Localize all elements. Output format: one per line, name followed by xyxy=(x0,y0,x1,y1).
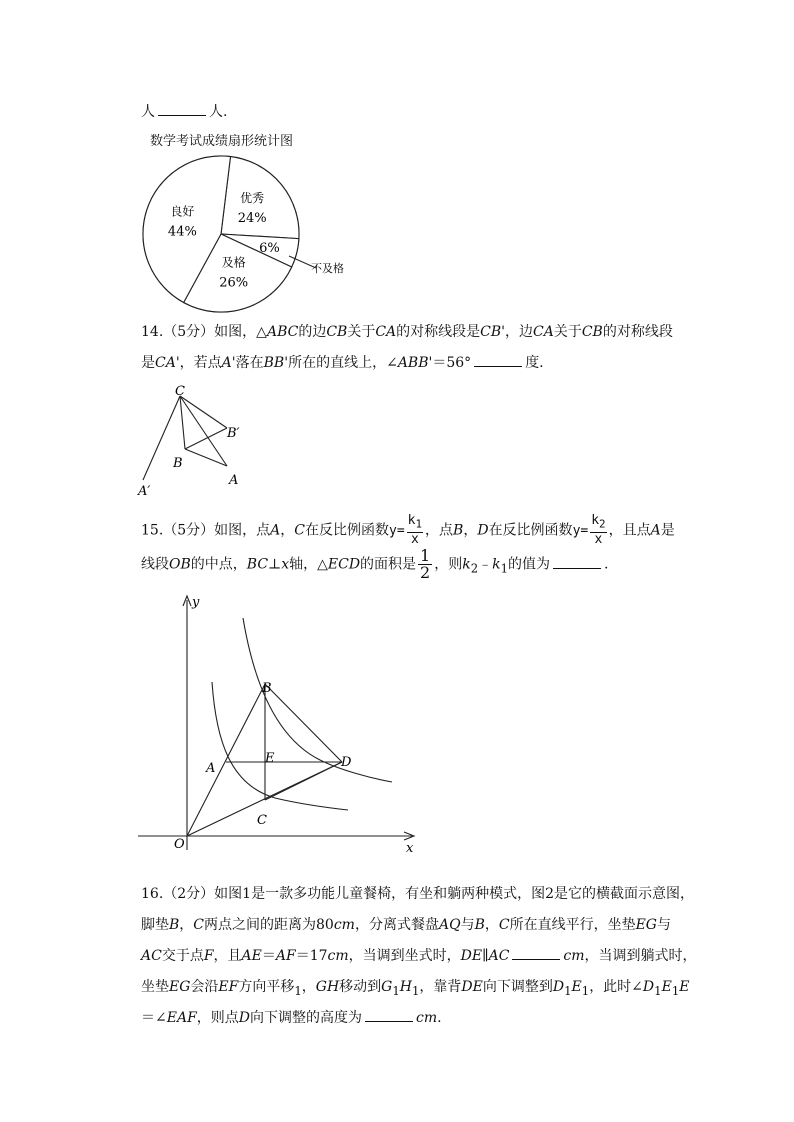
q14-text: 关于 xyxy=(347,324,376,340)
fraction-one-half xyxy=(418,548,432,581)
formula-y: y= xyxy=(572,523,589,539)
q16-italic: cm xyxy=(333,917,355,933)
q15-text: 线段 xyxy=(141,556,169,573)
q15-text: 的面积是 xyxy=(360,556,417,573)
subscript: 1 xyxy=(654,983,662,998)
q16-italic: EAF xyxy=(166,1010,197,1026)
q14-italic: CA xyxy=(375,324,397,340)
q16-italic: AF xyxy=(275,948,296,964)
q13-text: 人. xyxy=(209,104,228,120)
q16-italic: D xyxy=(238,1010,251,1026)
q16-italic: B xyxy=(474,917,485,933)
q16-text: ，且 xyxy=(213,948,242,964)
q15-text: 轴，△ xyxy=(289,556,328,573)
q14-figure xyxy=(130,382,260,502)
q15-text: ， xyxy=(280,522,295,539)
fraction-k2-over-x xyxy=(590,514,606,547)
answer-blank xyxy=(158,102,206,116)
frac-den: x xyxy=(594,531,603,547)
q16-italic: cm xyxy=(327,948,349,964)
segment-CB-prime xyxy=(180,396,227,428)
q16-text: ，分离式餐盘 xyxy=(354,917,439,933)
q16-text: ， xyxy=(179,917,194,933)
subscript: 1 xyxy=(392,983,400,998)
q14-text: ，若点 xyxy=(179,355,222,371)
q14-text: ，边 xyxy=(505,324,534,340)
q15-italic: D xyxy=(477,522,489,539)
q16-italic: G xyxy=(381,979,393,995)
q14-text: 是 xyxy=(141,355,155,371)
q14-text: 度. xyxy=(525,355,544,371)
q15-italic: A xyxy=(650,522,661,539)
label-B-prime: B′ xyxy=(227,426,240,441)
q15-italic: C xyxy=(294,522,306,539)
label-D: D xyxy=(341,755,352,770)
q14-text: ＝56° xyxy=(432,355,472,371)
formula-y: y= xyxy=(389,523,405,539)
q16-italic: D xyxy=(552,979,565,995)
q13-tail-line xyxy=(141,102,227,122)
q16-italic: C xyxy=(193,917,205,933)
q15-text: 15.（5分）如图，点 xyxy=(141,522,271,539)
q16-italic: EF xyxy=(218,979,239,995)
q16-italic: H xyxy=(399,979,412,995)
q14-text: 关于 xyxy=(553,324,582,340)
q16-text: 交于点 xyxy=(161,948,204,964)
q16-text: ， xyxy=(484,917,499,933)
pie-slice-value: 6% xyxy=(259,240,280,256)
answer-blank xyxy=(365,1008,413,1022)
q15-italic: ECD xyxy=(327,556,361,573)
q16-text: 与 xyxy=(656,917,671,933)
q16-text: ，当调到躺式时， xyxy=(584,948,697,964)
label-C: C xyxy=(175,384,185,399)
q14-text: 落在 xyxy=(235,355,264,371)
label-x: x xyxy=(406,841,414,856)
q16-text: 坐垫 xyxy=(141,979,169,995)
q14-italic: ABB' xyxy=(397,355,433,371)
q15-text: ，点 xyxy=(425,522,454,539)
q14-italic: CB xyxy=(581,324,603,340)
q16-italic: DE xyxy=(460,948,483,964)
q14-italic: CB' xyxy=(480,324,506,340)
q14-italic: ABC xyxy=(266,324,299,340)
label-C: C xyxy=(257,813,267,828)
q16-text: ， xyxy=(301,979,316,995)
fraction-k1-over-x xyxy=(407,514,423,547)
answer-blank xyxy=(474,353,522,367)
q16-text: 移动到 xyxy=(339,979,382,995)
q16-text: 所在直线平行，坐垫 xyxy=(509,917,636,933)
q15-text: 在反比例函数 xyxy=(305,522,390,539)
q16-italic: E xyxy=(661,979,672,995)
q14-text: 的边 xyxy=(298,324,327,340)
q15-italic: k xyxy=(492,556,501,573)
q16-line2 xyxy=(141,915,671,935)
segment-CD xyxy=(265,762,342,800)
q16-italic: EG xyxy=(635,917,657,933)
subscript: 1 xyxy=(500,561,509,576)
label-A: A xyxy=(229,473,239,488)
answer-blank xyxy=(553,555,601,569)
q14-text: 所在的直线上，∠ xyxy=(288,355,398,371)
label-B: B xyxy=(173,456,183,471)
subscript: 1 xyxy=(564,983,572,998)
q16-text: ，靠背 xyxy=(419,979,462,995)
pie-slice-value: 44% xyxy=(167,224,197,240)
q16-italic: AE xyxy=(241,948,262,964)
q16-text: ，此时∠ xyxy=(589,979,643,995)
q16-text: 两点之间的距离为80 xyxy=(204,917,334,933)
q16-italic: AQ xyxy=(438,917,461,933)
q15-italic: k xyxy=(462,556,471,573)
q16-italic: C xyxy=(498,917,510,933)
subscript: 1 xyxy=(412,983,420,998)
q16-text: . xyxy=(437,1010,442,1026)
curve-k1 xyxy=(212,682,348,810)
q15-figure xyxy=(130,590,430,860)
q15-italic: x xyxy=(281,556,290,573)
q16-text: 脚垫 xyxy=(141,917,169,933)
segment-OB xyxy=(187,684,265,836)
q16-italic: cm xyxy=(416,1010,438,1026)
q15-text: 在反比例函数 xyxy=(488,522,573,539)
q16-italic: EG xyxy=(169,979,191,995)
q16-line3 xyxy=(141,946,697,966)
q16-italic: AC xyxy=(488,948,510,964)
q16-text: 16.（2分）如图1是一款多功能儿童餐椅，有坐和躺两种模式，图2是它的横截面示意图， xyxy=(141,886,694,902)
q16-italic: DE xyxy=(461,979,483,995)
pie-slice-value: 24% xyxy=(237,211,267,227)
q16-italic: E xyxy=(571,979,582,995)
q15-italic: B xyxy=(453,522,464,539)
q14-text: 的对称线段是 xyxy=(396,324,481,340)
answer-blank xyxy=(512,946,560,960)
subscript: 1 xyxy=(671,983,680,998)
q14-italic: CB xyxy=(326,324,348,340)
q14-line1 xyxy=(141,322,673,342)
frac-num: 1 xyxy=(420,546,431,565)
pie-slice-label: 不及格 xyxy=(311,262,344,275)
label-E: E xyxy=(265,751,275,766)
frac-num: k xyxy=(591,513,600,528)
frac-sub: 2 xyxy=(599,517,606,531)
segment-BD xyxy=(265,684,342,762)
q15-text: ﹣ xyxy=(478,556,493,573)
pie-slice-label: 良好 xyxy=(170,204,195,219)
q14-text: 的对称线段 xyxy=(602,324,673,340)
q14-italic: CA xyxy=(533,324,554,340)
subscript: 2 xyxy=(470,561,479,576)
q14-text: 14.（5分）如图，△ xyxy=(141,324,267,340)
q13-text: 人 xyxy=(141,104,155,120)
q16-text: ＝∠ xyxy=(141,1010,167,1026)
q14-italic: CA' xyxy=(155,355,180,371)
q16-line5 xyxy=(141,1008,442,1028)
q15-text: ， xyxy=(463,522,478,539)
frac-den: 2 xyxy=(420,563,431,582)
label-B: B xyxy=(262,681,272,696)
q16-italic: B xyxy=(169,917,180,933)
q15-text: 是 xyxy=(660,522,675,539)
q16-text: 向下调整到 xyxy=(482,979,553,995)
pie-slice-value: 26% xyxy=(219,275,249,291)
q16-text: 与 xyxy=(460,917,475,933)
q15-line1 xyxy=(141,514,675,547)
q15-text: . xyxy=(604,556,609,573)
q15-line2 xyxy=(141,548,609,583)
q16-italic: GH xyxy=(315,979,340,995)
q15-text: ，则 xyxy=(434,556,463,573)
q15-text: 的值为 xyxy=(508,556,551,573)
frac-den: x xyxy=(410,531,419,547)
q14-italic: A' xyxy=(221,355,236,371)
label-A: A xyxy=(206,761,216,776)
q15-italic: A xyxy=(270,522,281,539)
q16-text: ∥ xyxy=(482,948,489,964)
q16-text: ＝ xyxy=(261,948,276,964)
q16-line4 xyxy=(141,977,689,1001)
label-A-prime: A′ xyxy=(138,484,151,499)
q16-text: 向下调整的高度为 xyxy=(250,1010,363,1026)
q16-text: 会沿 xyxy=(190,979,219,995)
q16-text: ，当调到坐式时， xyxy=(348,948,461,964)
q16-text: 方向平移 xyxy=(238,979,295,995)
q14-italic: BB' xyxy=(263,355,289,371)
q16-italic: E xyxy=(679,979,690,995)
q14-line2 xyxy=(141,353,544,373)
q16-italic: D xyxy=(642,979,655,995)
subscript: 1 xyxy=(581,983,590,998)
pie-title: 数学考试成绩扇形统计图 xyxy=(150,134,294,149)
q15-italic: OB xyxy=(169,556,191,573)
pie-slice-label: 及格 xyxy=(221,255,246,270)
label-y: y xyxy=(192,595,200,610)
q15-text: ，且点 xyxy=(608,522,651,539)
q16-text: ，则点 xyxy=(196,1010,239,1026)
q15-italic: BC xyxy=(246,556,269,573)
segment-BB-prime xyxy=(185,428,227,449)
frac-sub: 1 xyxy=(415,517,423,531)
pie-chart xyxy=(130,150,360,320)
frac-num: k xyxy=(407,513,416,528)
subscript: 1 xyxy=(294,983,302,998)
label-O: O xyxy=(174,837,185,852)
q16-italic: AC xyxy=(141,948,162,964)
q16-italic: F xyxy=(203,948,214,964)
q16-line1 xyxy=(141,884,694,904)
q15-text: ⊥ xyxy=(268,556,282,573)
q16-italic: cm xyxy=(563,948,585,964)
segment-CB xyxy=(180,396,185,449)
q15-text: 的中点， xyxy=(190,556,247,573)
pie-slice-label: 优秀 xyxy=(240,191,265,206)
q16-text: ＝17 xyxy=(295,948,328,964)
